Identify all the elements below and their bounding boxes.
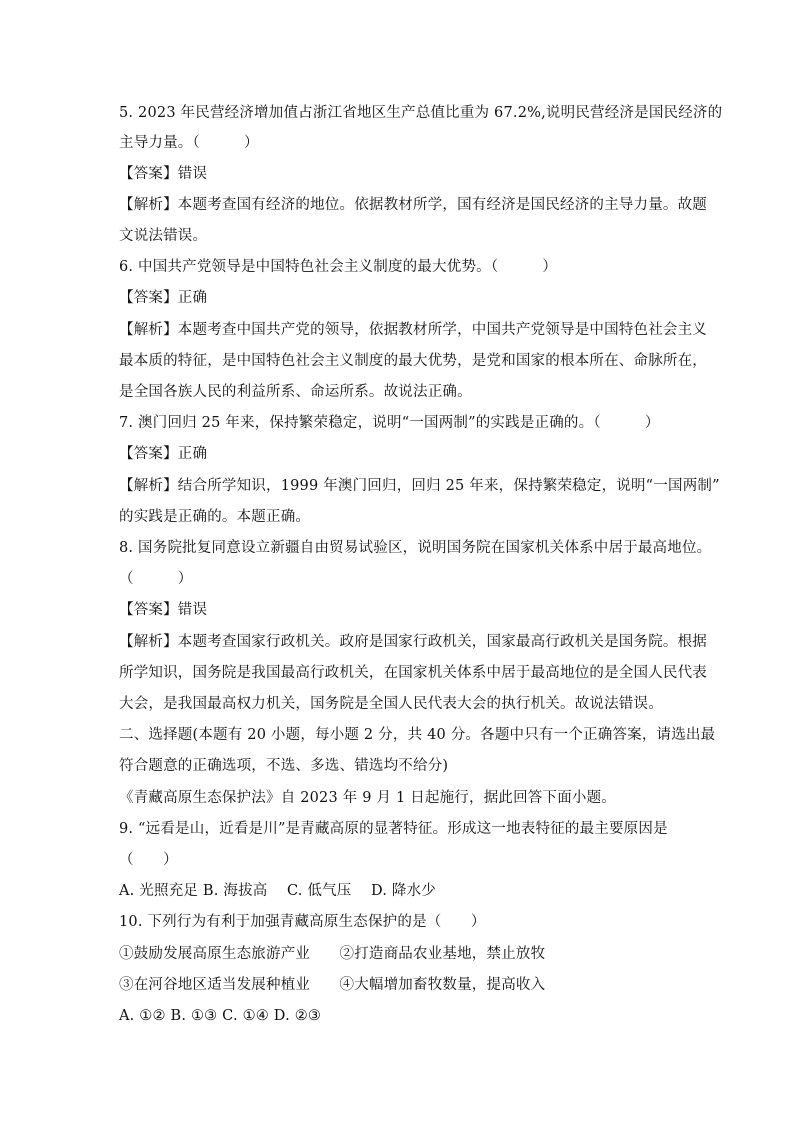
answer-7: 【答案】正确 bbox=[119, 446, 208, 462]
analysis-8-cont-1: 所学知识，国务院是我国最高行政机关，在国家机关体系中居于最高地位的是全国人民代表 bbox=[119, 665, 707, 681]
analysis-7-cont: 的实践是正确的。本题正确。 bbox=[119, 509, 311, 525]
analysis-6: 【解析】本题考查中国共产党的领导，依据教材所学，中国共产党领导是中国特色社会主义 bbox=[119, 322, 707, 338]
analysis-7: 【解析】结合所学知识，1999 年澳门回归，回归 25 年来，保持繁荣稳定，说明“一国两制” bbox=[119, 478, 720, 494]
question-8-blank: （ ） bbox=[119, 571, 193, 587]
question-10-options: A. ①② B. ①③ C. ①④ D. ②③ bbox=[119, 1008, 322, 1024]
question-5-text-cont: 主导力量。（ ） bbox=[119, 135, 259, 151]
question-7-text: 7. 澳门回归 25 年来，保持繁荣稳定，说明“一国两制”的实践是正确的。（ ） bbox=[119, 415, 660, 431]
question-10-items-1: ①鼓励发展高原生态旅游产业 ②打造商品农业基地，禁止放牧 bbox=[119, 946, 546, 962]
analysis-8-cont-2: 大会，是我国最高权力机关，国务院是全国人民代表大会的执行机关。故说法错误。 bbox=[119, 696, 663, 712]
analysis-6-cont-2: 是全国各族人民的利益所系、命运所系。故说法正确。 bbox=[119, 384, 472, 400]
question-5-text: 5. 2023 年民营经济增加值占浙江省地区生产总值比重为 67.2%,说明民营经济是国民经济的 bbox=[119, 105, 723, 121]
question-9-text: 9. “远看是山，近看是川”是青藏高原的显著特征。形成这一地表特征的最主要原因是 bbox=[119, 821, 668, 837]
answer-6: 【答案】正确 bbox=[119, 290, 208, 306]
analysis-5: 【解析】本题考查国有经济的地位。依据教材所学，国有经济是国民经济的主导力量。故题 bbox=[119, 197, 707, 213]
material-intro: 《青藏高原生态保护法》自 2023 年 9 月 1 日起施行，据此回答下面小题。 bbox=[119, 790, 617, 806]
analysis-8: 【解析】本题考查国家行政机关。政府是国家行政机关，国家最高行政机关是国务院。根据 bbox=[119, 634, 707, 650]
answer-5: 【答案】错误 bbox=[119, 166, 208, 182]
question-9-blank: （ ） bbox=[119, 852, 178, 868]
question-6-text: 6. 中国共产党领导是中国特色社会主义制度的最大优势。（ ） bbox=[119, 259, 558, 275]
section-2-heading: 二、选择题(本题有 20 小题，每小题 2 分，共 40 分。各题中只有一个正确答案，请选出最 bbox=[119, 727, 716, 743]
question-8-text: 8. 国务院批复同意设立新疆自由贸易试验区，说明国务院在国家机关体系中居于最高地位。 bbox=[119, 540, 712, 556]
question-10-text: 10. 下列行为有利于加强青藏高原生态保护的是（ ） bbox=[119, 914, 486, 930]
analysis-5-cont: 文说法错误。 bbox=[119, 228, 208, 244]
analysis-6-cont-1: 最本质的特征，是中国特色社会主义制度的最大优势，是党和国家的根本所在、命脉所在， bbox=[119, 353, 707, 369]
question-10-items-2: ③在河谷地区适当发展种植业 ④大幅增加畜牧数量，提高收入 bbox=[119, 977, 546, 993]
question-9-options: A. 光照充足 B. 海拔高 C. 低气压 D. 降水少 bbox=[119, 883, 437, 899]
answer-8: 【答案】错误 bbox=[119, 602, 208, 618]
section-2-heading-cont: 符合题意的正确选项，不选、多选、错选均不给分) bbox=[119, 758, 449, 774]
